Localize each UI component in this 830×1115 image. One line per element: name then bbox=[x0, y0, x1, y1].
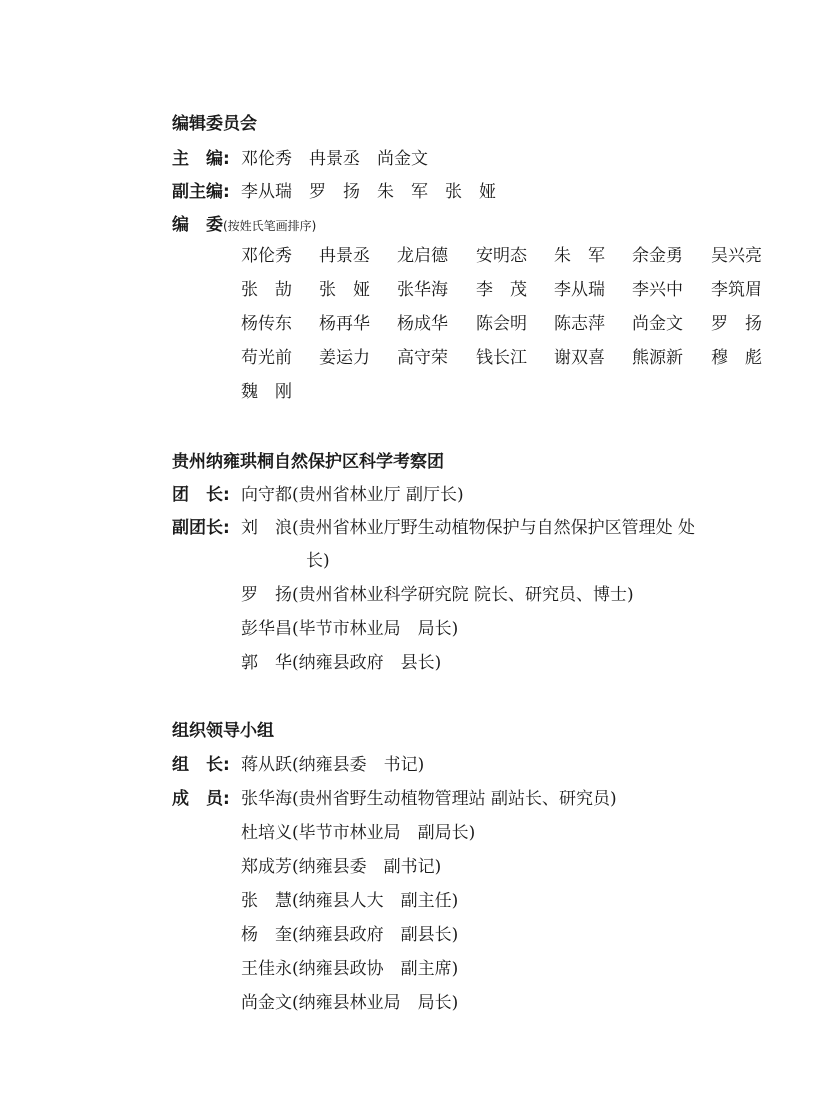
chief-editor-label: 主 编: bbox=[172, 149, 230, 169]
editorial-member-name: 李兴中 bbox=[632, 280, 683, 300]
editorial-member-name: 李筑眉 bbox=[711, 280, 762, 300]
organizing-member: 张华海(贵州省野生动植物管理站 副站长、研究员) bbox=[241, 789, 617, 809]
editorial-member-name: 安明态 bbox=[476, 246, 527, 266]
organizing-member: 郑成芳(纳雍县委 副书记) bbox=[241, 857, 442, 877]
editorial-member-name: 尚金文 bbox=[632, 314, 683, 334]
editorial-member-name: 陈会明 bbox=[476, 314, 527, 334]
expedition-deputy: 罗 扬(贵州省林业科学研究院 院长、研究员、博士) bbox=[241, 585, 634, 605]
expedition-leader-label: 团 长: bbox=[172, 485, 230, 505]
deputy-editor-label: 副主编: bbox=[172, 182, 230, 202]
editorial-member-name: 冉景丞 bbox=[319, 246, 370, 266]
members-label bbox=[172, 214, 316, 237]
organizing-member: 杜培义(毕节市林业局 副局长) bbox=[241, 823, 476, 843]
chief-editor-value: 邓伦秀 冉景丞 尚金文 bbox=[241, 149, 428, 169]
expedition-leader-value: 向守都(贵州省林业厅 副厅长) bbox=[241, 485, 464, 505]
editorial-member-name: 姜运力 bbox=[319, 348, 370, 368]
organizing-member: 王佳永(纳雍县政协 副主席) bbox=[241, 959, 459, 979]
expedition-title: 贵州纳雍珙桐自然保护区科学考察团 bbox=[172, 452, 444, 472]
organizing-leader-label: 组 长: bbox=[172, 755, 230, 775]
editorial-title: 编辑委员会 bbox=[172, 114, 257, 134]
members-note: (按姓氏笔画排序) bbox=[223, 219, 317, 233]
organizing-member: 杨 奎(纳雍县政府 副县长) bbox=[241, 925, 459, 945]
editorial-member-name: 杨成华 bbox=[397, 314, 448, 334]
editorial-member-name: 李从瑞 bbox=[554, 280, 605, 300]
editorial-member-name: 邓伦秀 bbox=[241, 246, 292, 266]
editorial-member-name: 杨传东 bbox=[241, 314, 292, 334]
editorial-member-name: 李 茂 bbox=[476, 280, 527, 300]
editorial-member-name: 张 娅 bbox=[319, 280, 370, 300]
editorial-member-name: 熊源新 bbox=[632, 348, 683, 368]
editorial-member-name: 陈志萍 bbox=[554, 314, 605, 334]
editorial-member-name: 张 劼 bbox=[241, 280, 292, 300]
expedition-deputy: 长) bbox=[306, 551, 330, 571]
organizing-leader-value: 蒋从跃(纳雍县委 书记) bbox=[241, 755, 425, 775]
editorial-member-name: 魏 刚 bbox=[241, 382, 292, 402]
editorial-member-name: 谢双喜 bbox=[554, 348, 605, 368]
organizing-member: 张 慧(纳雍县人大 副主任) bbox=[241, 891, 459, 911]
editorial-member-name: 罗 扬 bbox=[711, 314, 762, 334]
editorial-member-name: 余金勇 bbox=[632, 246, 683, 266]
editorial-member-name: 钱长江 bbox=[476, 348, 527, 368]
organizing-members-label: 成 员: bbox=[172, 789, 230, 809]
members-label-text: 编 委 bbox=[172, 215, 223, 235]
editorial-member-name: 穆 彪 bbox=[711, 348, 762, 368]
expedition-deputy-label: 副团长: bbox=[172, 518, 230, 538]
editorial-member-name: 吴兴亮 bbox=[711, 246, 762, 266]
organizing-member: 尚金文(纳雍县林业局 局长) bbox=[241, 993, 459, 1013]
deputy-editor-value: 李从瑞 罗 扬 朱 军 张 娅 bbox=[241, 182, 496, 202]
editorial-member-name: 杨再华 bbox=[319, 314, 370, 334]
expedition-deputy: 刘 浪(贵州省林业厅野生动植物保护与自然保护区管理处 处 bbox=[241, 518, 696, 538]
editorial-member-name: 龙启德 bbox=[397, 246, 448, 266]
organizing-title: 组织领导小组 bbox=[172, 721, 274, 741]
expedition-deputy: 郭 华(纳雍县政府 县长) bbox=[241, 653, 442, 673]
expedition-deputy: 彭华昌(毕节市林业局 局长) bbox=[241, 619, 459, 639]
editorial-member-name: 张华海 bbox=[397, 280, 448, 300]
editorial-member-name: 高守荣 bbox=[397, 348, 448, 368]
editorial-member-name: 朱 军 bbox=[554, 246, 605, 266]
editorial-member-name: 苟光前 bbox=[241, 348, 292, 368]
